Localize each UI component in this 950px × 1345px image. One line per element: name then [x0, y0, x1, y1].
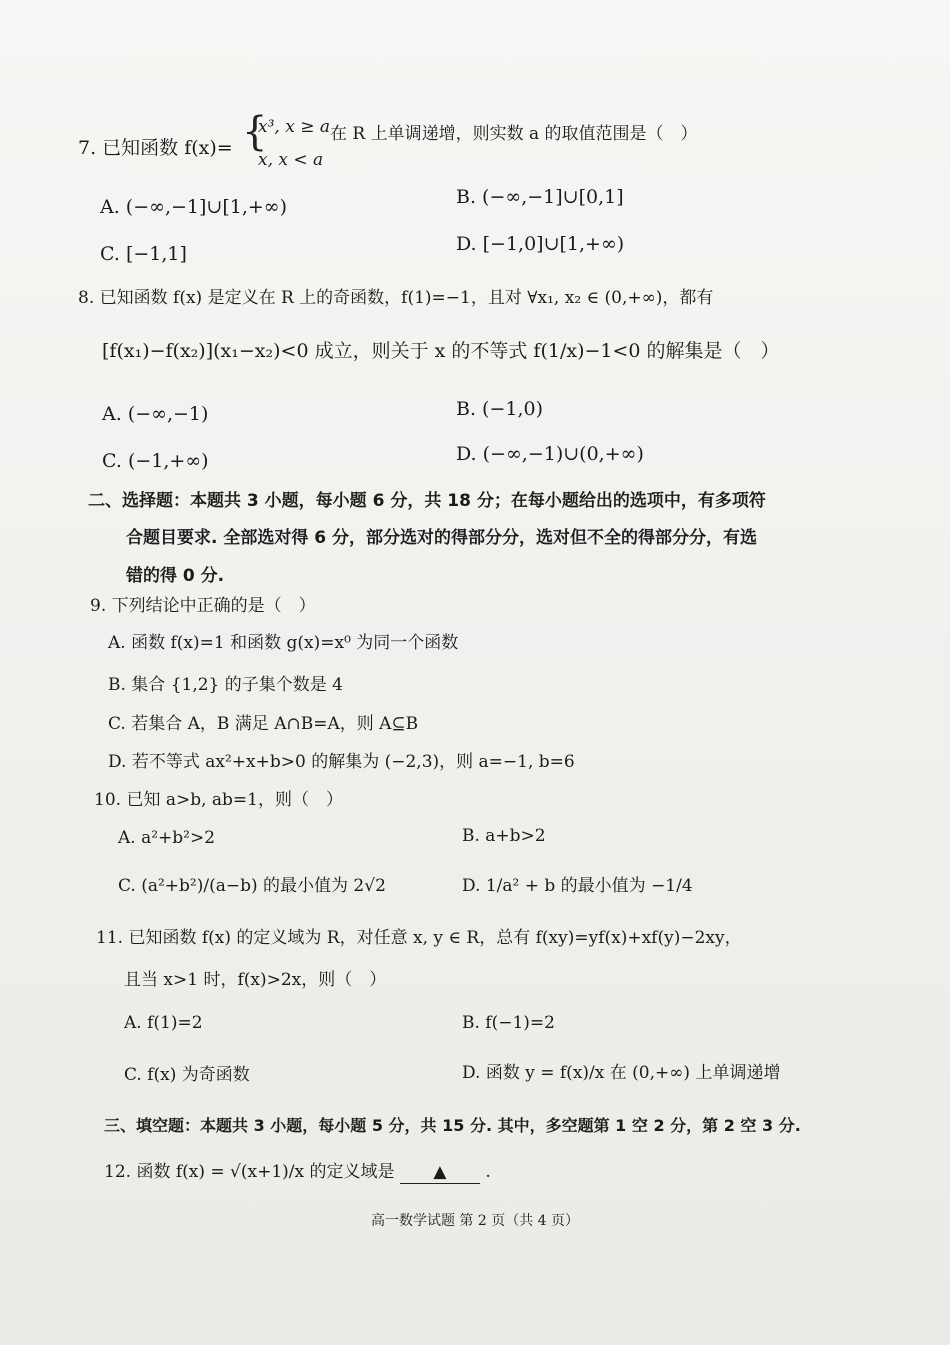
- section2-line3: 错的得 0 分.: [126, 566, 225, 586]
- q8-line2: [f(x₁)−f(x₂)](x₁−x₂)<0 成立，则关于 x 的不等式 f(1/x)−1<0 的解集是（ ）: [102, 340, 780, 362]
- q8-option-d: D. (−∞,−1)∪(0,+∞): [456, 443, 644, 465]
- q8-option-c: C. (−1,+∞): [102, 450, 209, 472]
- q7-stem-start: 7. 已知函数 f(x)=: [78, 137, 233, 159]
- q12-answer-blank: ▲: [400, 1162, 480, 1184]
- q9-option-b: B. 集合 {1,2} 的子集个数是 4: [108, 675, 343, 695]
- page-footer: 高一数学试题 第 2 页（共 4 页）: [370, 1213, 580, 1229]
- q11-line1: 11. 已知函数 f(x) 的定义域为 R，对任意 x, y ∈ R，总有 f(xy)=yf(x)+xf(y)−2xy，: [96, 928, 742, 948]
- q8-option-b: B. (−1,0): [456, 398, 544, 420]
- q9-option-a: A. 函数 f(x)=1 和函数 g(x)=x⁰ 为同一个函数: [108, 633, 459, 653]
- q7-brace: {: [242, 109, 268, 155]
- q7-piece1: x³, x ≥ a: [258, 117, 330, 137]
- q12-stem: 12. 函数 f(x) = √(x+1)/x 的定义域是: [104, 1162, 395, 1182]
- section2-line1: 二、选择题：本题共 3 小题，每小题 6 分，共 18 分；在每小题给出的选项中，有多项符: [88, 491, 766, 511]
- section3-line1: 三、填空题：本题共 3 小题，每小题 5 分，共 15 分. 其中，多空题第 1 空 2 分，第 2 空 3 分.: [104, 1116, 801, 1135]
- q9-stem: 9. 下列结论中正确的是（ ）: [90, 596, 316, 616]
- q10-option-d: D. 1/a² + b 的最小值为 −1/4: [462, 876, 693, 896]
- q7-option-a: A. (−∞,−1]∪[1,+∞): [100, 196, 288, 218]
- q7-stem-end: 在 R 上单调递增，则实数 a 的取值范围是（ ）: [330, 124, 698, 144]
- q11-line2: 且当 x>1 时，f(x)>2x，则（ ）: [124, 970, 387, 990]
- section2-line2: 合题目要求. 全部选对得 6 分，部分选对的得部分分，选对但不全的得部分分，有选: [126, 528, 758, 548]
- q8-option-a: A. (−∞,−1): [102, 403, 209, 425]
- q7-option-b: B. (−∞,−1]∪[0,1]: [456, 186, 624, 208]
- q7-option-c: C. [−1,1]: [100, 243, 187, 265]
- q11-option-a: A. f(1)=2: [124, 1013, 203, 1033]
- q12-row: [104, 1162, 491, 1184]
- q7-piece2: x, x < a: [258, 150, 324, 170]
- q10-stem: 10. 已知 a>b, ab=1，则（ ）: [94, 790, 343, 810]
- q7-option-d: D. [−1,0]∪[1,+∞): [456, 233, 625, 255]
- q10-option-a: A. a²+b²>2: [118, 828, 216, 848]
- q10-option-c: C. (a²+b²)/(a−b) 的最小值为 2√2: [118, 876, 386, 896]
- q9-option-d: D. 若不等式 ax²+x+b>0 的解集为 (−2,3)，则 a=−1, b=6: [108, 752, 575, 772]
- q11-option-d: D. 函数 y = f(x)/x 在 (0,+∞) 上单调递增: [462, 1063, 781, 1083]
- q8-line1: 8. 已知函数 f(x) 是定义在 R 上的奇函数，f(1)=−1，且对 ∀x₁, x₂ ∈ (0,+∞)，都有: [78, 288, 714, 308]
- q11-option-b: B. f(−1)=2: [462, 1013, 555, 1033]
- q10-option-b: B. a+b>2: [462, 826, 546, 846]
- q9-option-c: C. 若集合 A，B 满足 A∩B=A，则 A⊆B: [108, 714, 419, 734]
- q11-option-c: C. f(x) 为奇函数: [124, 1065, 250, 1085]
- q12-end: .: [485, 1162, 491, 1182]
